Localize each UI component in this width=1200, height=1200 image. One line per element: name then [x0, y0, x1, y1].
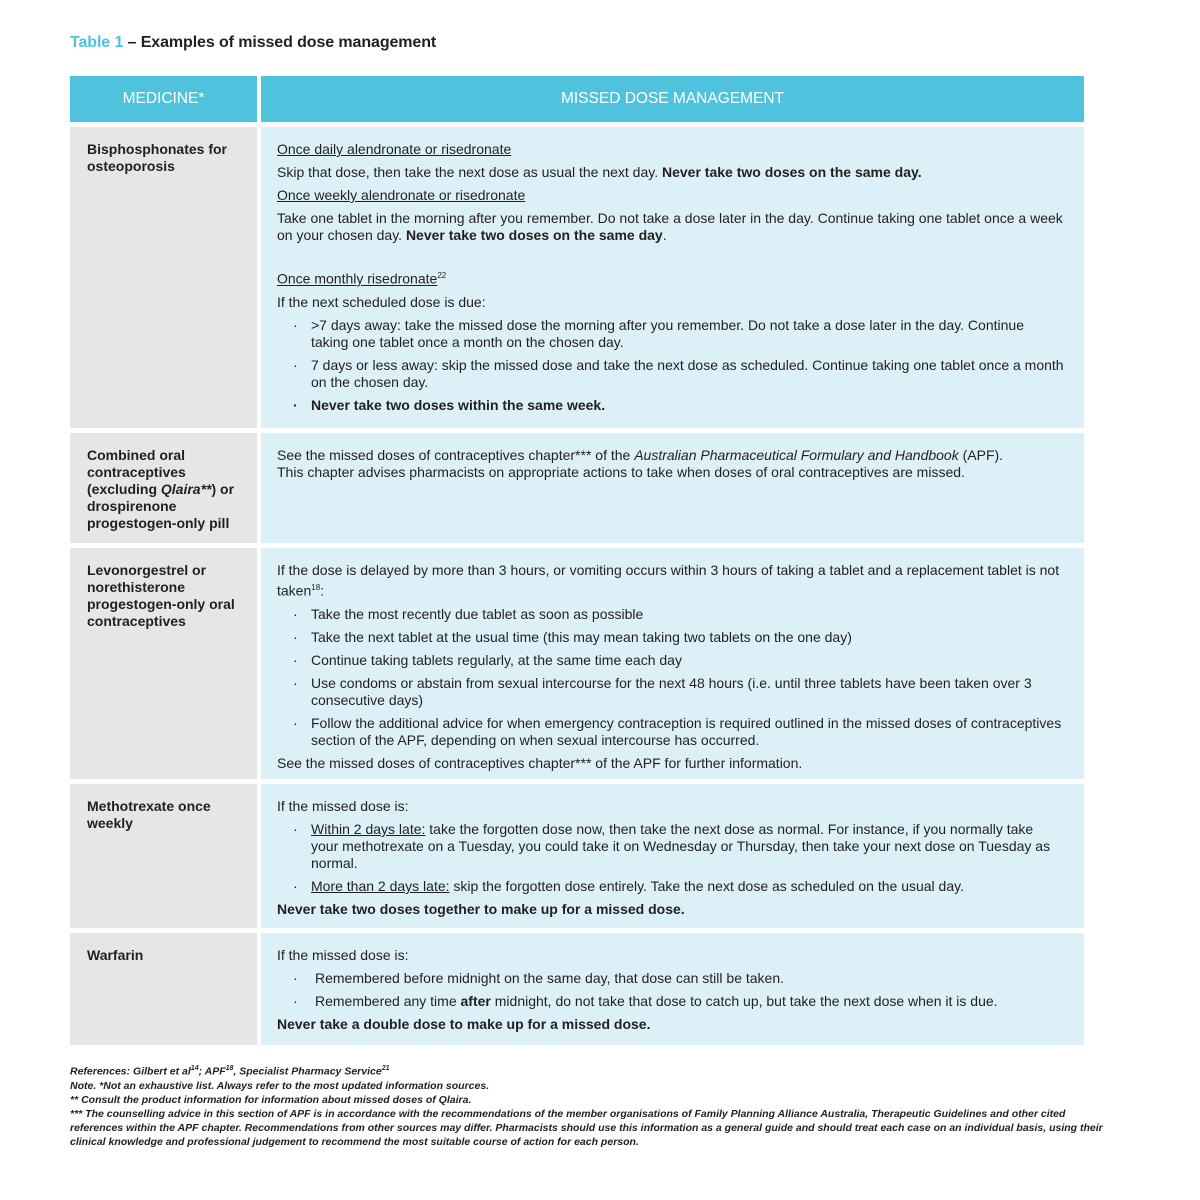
warning-text: Never take two doses together to make up for a missed dose. [277, 901, 685, 917]
text-once-daily [277, 164, 1064, 181]
text: : [320, 582, 325, 599]
text: ) or drospirenone progestogen-only pill [87, 481, 235, 531]
text: Skip that dose, then take the next dose as usual the next day. [277, 164, 662, 180]
text: More than 2 days late: [311, 878, 450, 894]
references [70, 1062, 1120, 1079]
text-if-missed: If the missed dose is: [277, 947, 409, 963]
table-number: Table 1 [70, 34, 124, 51]
emphasis-text: after [460, 993, 491, 1009]
list-item: · Follow the additional advice for when emergency contraception is required outlined in the missed doses of contraceptives section of the APF, depending on when sexual intercourse has occurred. [277, 715, 1064, 749]
text: , Specialist Pharmacy Service [233, 1065, 382, 1078]
text: (APF). [958, 447, 1004, 463]
list-item [277, 821, 1064, 872]
missed-dose-table [70, 76, 1084, 1045]
list-item: · Take the next tablet at the usual time (this may mean taking two tablets on the one day) [277, 629, 1064, 646]
text-next-dose: If the next scheduled dose is due: [277, 293, 486, 310]
header-medicine: MEDICINE* [70, 76, 257, 122]
footnotes [70, 1062, 1120, 1149]
reference-superscript: 14 [190, 1065, 199, 1072]
medicine-warfarin: Warfarin [70, 933, 257, 1045]
subheading-once-daily: Once daily alendronate or risedronate [277, 141, 512, 157]
list-item: · Use condoms or abstain from sexual intercourse for the next 48 hours (i.e. until three tablets have been taken over 3 consecutive days) [277, 675, 1064, 709]
text: Within 2 days late: [311, 821, 426, 837]
reference-superscript: 18 [225, 1065, 234, 1072]
medicine-bisphosphonates: Bisphosphonates for osteoporosis [70, 127, 257, 428]
management-warfarin [261, 933, 1084, 1045]
list-item [277, 878, 1064, 895]
text: See the missed doses of contraceptives chapter*** of the [277, 447, 635, 463]
management-combined-oral-contraceptives [261, 433, 1084, 543]
text-dose-delayed [277, 562, 1064, 600]
text-if-missed: If the missed dose is: [277, 798, 409, 814]
text-further-info: See the missed doses of contraceptives chapter*** of the APF for further information. [277, 754, 803, 771]
footnote-note: Note. *Not an exhaustive list. Always refer to the most updated information sources. [70, 1079, 490, 1092]
reference-superscript: 18 [311, 583, 321, 592]
text: Remembered any time [315, 993, 461, 1009]
text: ; APF [198, 1065, 226, 1078]
medicine-methotrexate: Methotrexate once weekly [70, 784, 257, 928]
management-methotrexate [261, 784, 1084, 928]
footnote-qlaira: ** Consult the product information for information about missed doses of Qlaira. [70, 1093, 472, 1106]
medicine-combined-oral-contraceptives [70, 433, 257, 543]
text: take the forgotten dose now, then take the next dose as normal. For instance, if you normally take your methotrexate on a Tuesday, you could take it on Wednesday or Thursday, then take your next dose on Tuesday as normal. [311, 821, 1051, 871]
list-item [277, 993, 1064, 1010]
text-once-weekly [277, 210, 1064, 244]
medicine-levonorgestrel: Levonorgestrel or norethisterone progestogen-only oral contraceptives [70, 548, 257, 779]
table-title [70, 34, 436, 52]
text: This chapter advises pharmacists on appropriate actions to take when doses of oral contraceptives are missed. [277, 464, 965, 480]
list-item: · Continue taking tablets regularly, at the same time each day [277, 652, 1064, 669]
list-item: · >7 days away: take the missed dose the morning after you remember. Do not take a dose later in the day. Continue taking one tablet once a month on the chosen day. [277, 317, 1064, 351]
text: Once monthly risedronate [277, 270, 438, 287]
reference-superscript: 21 [381, 1065, 390, 1072]
table-title-text: – Examples of missed dose management [123, 34, 437, 51]
subheading-once-monthly [277, 267, 1064, 288]
subheading-once-weekly: Once weekly alendronate or risedronate [277, 187, 526, 203]
footnote-apf: *** The counselling advice in this section of APF is in accordance with the recommendations of the member organisations of Family Planning Alliance Australia, Therapeutic Guidelines and other cited references within the APF chapter. Recommendations from other sources may differ. Pharmacists should use this information as a general guide and should treat each case on an individual basis, using their clinical knowledge and professional judgement to recommend the most suitable course of action for each person. [70, 1107, 1103, 1148]
book-title: Australian Pharmaceutical Formulary and Handbook [634, 447, 959, 463]
text: skip the forgotten dose entirely. Take the next dose as scheduled on the usual day. [449, 878, 964, 894]
warning-text: Never take two doses on the same day. [662, 164, 922, 180]
text: . [662, 227, 667, 243]
management-levonorgestrel [261, 548, 1084, 779]
brand-name: Qlaira** [160, 481, 212, 497]
text: Take one tablet in the morning after you remember. Do not take a dose later in the day. Continue taking one tablet once a week on your chosen day. [277, 210, 1063, 243]
management-bisphosphonates [261, 127, 1084, 428]
text: Combined oral contraceptives (excluding [87, 447, 186, 497]
text: If the dose is delayed by more than 3 hours, or vomiting occurs within 3 hours of taking a tablet and a replacement tablet is not taken [277, 562, 1060, 599]
text: References: Gilbert et al [70, 1065, 191, 1078]
header-missed-dose-management: MISSED DOSE MANAGEMENT [261, 76, 1084, 122]
warning-text: Never take two doses on the same day [405, 227, 663, 243]
text: midnight, do not take that dose to catch up, but take the next dose when it is due. [490, 993, 998, 1009]
list-item: · Never take two doses within the same week. [277, 397, 1064, 414]
text-coc [277, 447, 1064, 481]
list-item: · 7 days or less away: skip the missed dose and take the next dose as scheduled. Continue taking one tablet once a month on the chosen day. [277, 357, 1064, 391]
warning-text: Never take a double dose to make up for a missed dose. [277, 1016, 651, 1032]
list-item: · Remembered before midnight on the same day, that dose can still be taken. [277, 970, 1064, 987]
list-item: · Take the most recently due tablet as soon as possible [277, 606, 1064, 623]
reference-superscript: 22 [437, 271, 447, 280]
